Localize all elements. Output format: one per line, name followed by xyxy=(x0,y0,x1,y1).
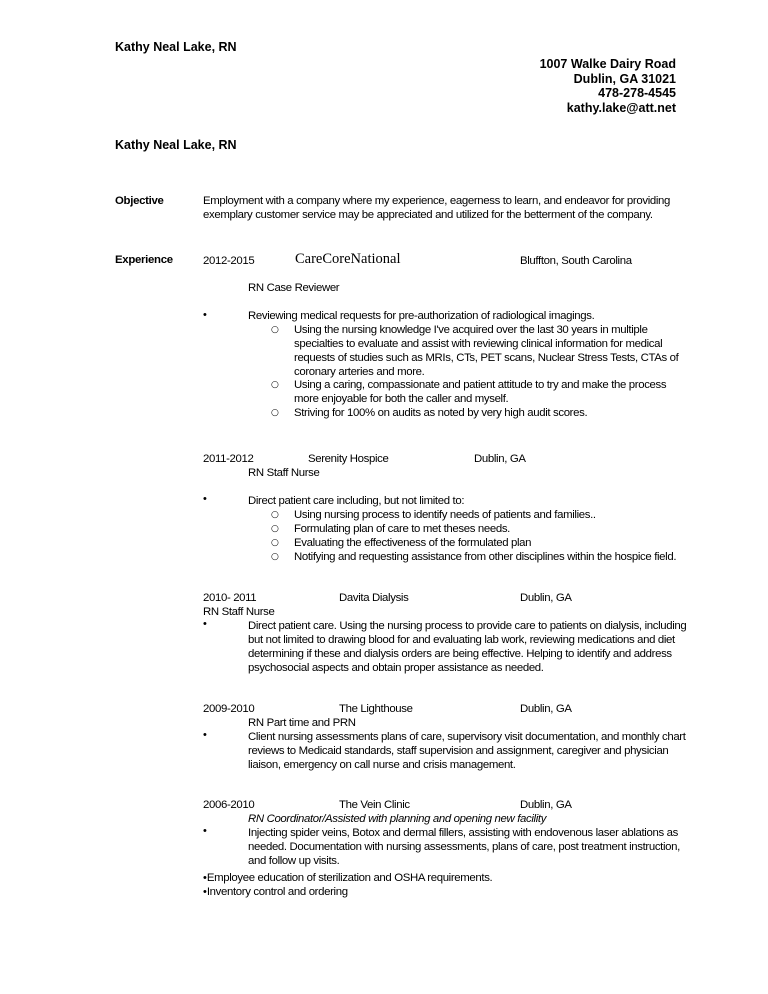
objective-line-2: exemplary customer service may be appreciated and utilized for the betterment of the company. xyxy=(203,209,653,221)
job4-location: Dublin, GA xyxy=(520,703,572,715)
email-address[interactable]: kathy.lake@att.net xyxy=(566,100,676,115)
job4-title: RN Part time and PRN xyxy=(248,717,356,729)
job5-title: RN Coordinator/Assisted with planning and opening new facility xyxy=(248,813,547,825)
address-block xyxy=(540,57,676,115)
job4-employer: The Lighthouse xyxy=(339,703,413,715)
job1-sub2-line-2: more enjoyable for both the caller and myself. xyxy=(294,393,509,405)
job3-title: RN Staff Nurse xyxy=(203,606,275,618)
objective-line-1: Employment with a company where my experience, eagerness to learn, and endeavor for providing xyxy=(203,195,671,207)
job1-main-point: Reviewing medical requests for pre-authorization of radiological imagings. xyxy=(248,310,595,322)
job1-sub1-line-2: specialties to evaluate and assist with reviewing clinical information for medical xyxy=(294,338,663,350)
name-header: Kathy Neal Lake, RN xyxy=(115,40,237,54)
job3-line-4: psychosocial aspects and obtain proper assistance as needed. xyxy=(248,662,544,674)
phone-number: 478-278-4545 xyxy=(598,86,676,100)
job2-sub-3: Evaluating the effectiveness of the formulated plan xyxy=(294,537,532,549)
sub-bullet: ○ xyxy=(271,510,279,520)
sub-bullet: ○ xyxy=(271,538,279,548)
name-repeat: Kathy Neal Lake, RN xyxy=(115,138,237,152)
bullet: • xyxy=(203,309,207,321)
job3-employer: Davita Dialysis xyxy=(339,592,409,604)
bullet: • xyxy=(203,872,207,884)
job5-line-3: and follow up visits. xyxy=(248,855,340,867)
job3-line-3: determining if these and dialysis orders are being effective. Helping to identify and address xyxy=(248,648,672,660)
job5-location: Dublin, GA xyxy=(520,799,572,811)
job3-line-2: but not limited to drawing blood for and evaluating lab work, reviewing medications and diet xyxy=(248,634,675,646)
sub-bullet: ○ xyxy=(271,552,279,562)
address-street: 1007 Walke Dairy Road xyxy=(539,57,676,71)
job2-years: 2011-2012 xyxy=(203,453,254,465)
job4-line-1: Client nursing assessments plans of care, supervisory visit documentation, and monthly chart xyxy=(248,731,686,743)
sub-bullet: ○ xyxy=(271,380,279,390)
job4-line-3: liaison, emergency on call nurse and crisis management. xyxy=(248,759,516,771)
job1-employer: CareCoreNational xyxy=(295,251,401,267)
job2-title: RN Staff Nurse xyxy=(248,467,320,479)
job3-line-1: Direct patient care. Using the nursing process to provide care to patients on dialysis, including xyxy=(248,620,687,632)
job1-title: RN Case Reviewer xyxy=(248,282,340,294)
job1-location: Bluffton, South Carolina xyxy=(520,255,632,267)
job5-extra-item-2 xyxy=(203,882,348,900)
bullet: • xyxy=(203,618,207,630)
sub-bullet: ○ xyxy=(271,325,279,335)
job2-sub-4: Notifying and requesting assistance from other disciplines within the hospice field. xyxy=(294,551,677,563)
bullet: • xyxy=(203,886,207,898)
job4-line-2: reviews to Medicaid standards, staff supervision and assignment, caregiver and physician xyxy=(248,745,669,757)
sub-bullet: ○ xyxy=(271,524,279,534)
job2-sub-2: Formulating plan of care to met theses needs. xyxy=(294,523,510,535)
job2-main-point: Direct patient care including, but not limited to: xyxy=(248,495,465,507)
job3-years: 2010- 2011 xyxy=(203,592,257,604)
job5-employer: The Vein Clinic xyxy=(339,799,410,811)
job5-line-1: Injecting spider veins, Botox and dermal fillers, assisting with endovenous laser ablations as xyxy=(248,827,678,839)
job4-years: 2009-2010 xyxy=(203,703,255,715)
job5-years: 2006-2010 xyxy=(203,799,255,811)
job2-location: Dublin, GA xyxy=(474,453,526,465)
job2-sub-1: Using nursing process to identify needs of patients and families.. xyxy=(294,509,596,521)
experience-label: Experience xyxy=(115,254,173,266)
job1-years: 2012-2015 xyxy=(203,255,255,267)
job5-line-2: needed. Documentation with nursing assessments, plans of care, post treatment instruction, xyxy=(248,841,680,853)
job1-sub1-line-1: Using the nursing knowledge I've acquired over the last 30 years in multiple xyxy=(294,324,648,336)
bullet: • xyxy=(203,825,207,837)
job3-location: Dublin, GA xyxy=(520,592,572,604)
job1-sub1-line-4: coronary arteries and more. xyxy=(294,366,425,378)
address-city: Dublin, GA 31021 xyxy=(573,71,676,86)
job1-sub1-line-3: requests of studies such as MRIs, CTs, PET scans, Nuclear Stress Tests, CTAs of xyxy=(294,352,679,364)
sub-bullet: ○ xyxy=(271,408,279,418)
job2-employer: Serenity Hospice xyxy=(308,453,389,465)
bullet: • xyxy=(203,729,207,741)
job5-extra-2-text: Inventory control and ordering xyxy=(206,886,348,898)
job1-sub2-line-1: Using a caring, compassionate and patient attitude to try and make the process xyxy=(294,379,667,391)
job1-sub3-line-1: Striving for 100% on audits as noted by very high audit scores. xyxy=(294,407,588,419)
bullet: • xyxy=(203,493,207,505)
job5-extra-1-text: Employee education of sterilization and OSHA requirements. xyxy=(206,872,493,884)
objective-label: Objective xyxy=(115,195,164,207)
